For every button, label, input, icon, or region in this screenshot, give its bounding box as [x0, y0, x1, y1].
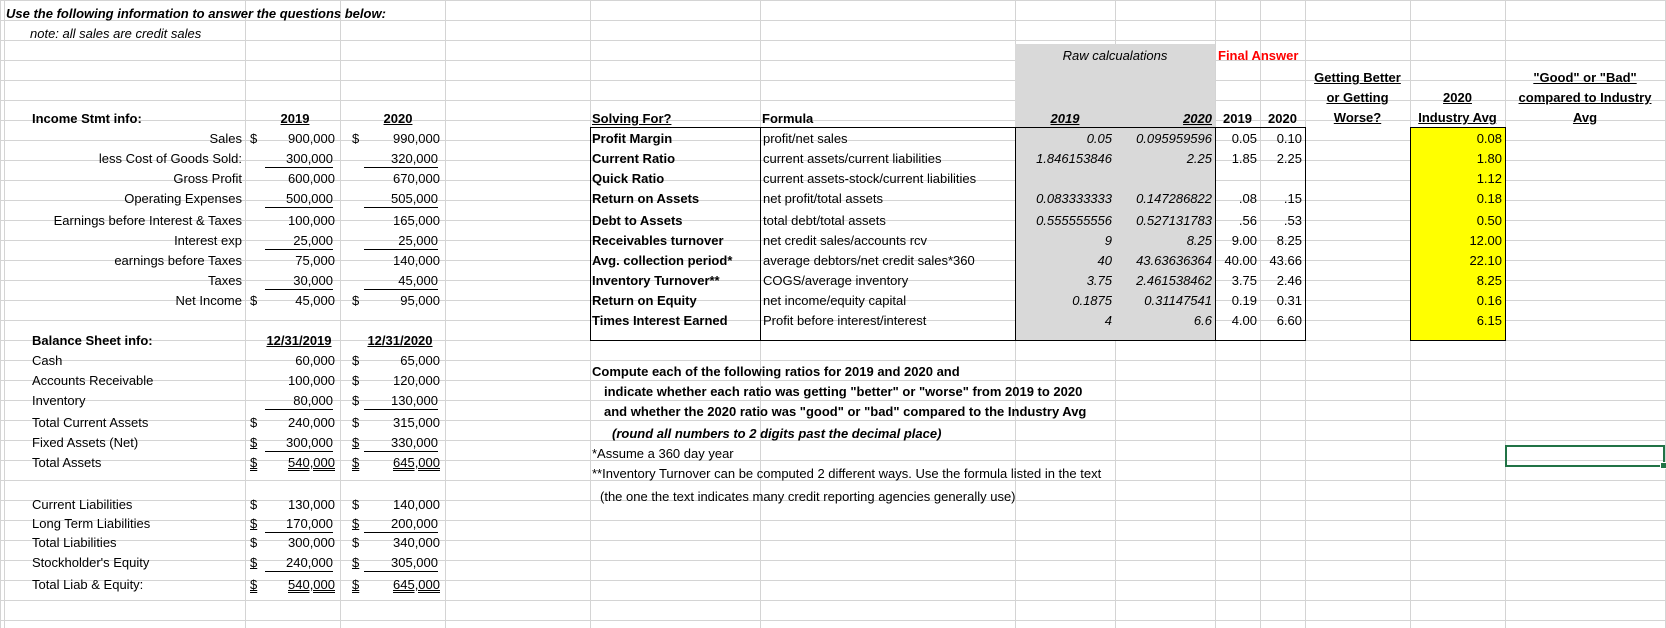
formula-header: Formula	[762, 111, 814, 126]
directions-line-7: (the one the text indicates many credit reporting agencies generally use)	[600, 489, 1016, 504]
final-2019-header: 2019	[1223, 111, 1252, 126]
getting-better-header-3: Worse?	[1333, 110, 1382, 125]
good-bad-header-1: "Good" or "Bad"	[1533, 70, 1637, 85]
raw-2020-header: 2020	[1183, 111, 1212, 126]
balance-date-2019: 12/31/2019	[266, 333, 332, 348]
balance-sheet-header: Balance Sheet info:	[32, 333, 153, 348]
industry-avg-header-2: Industry Avg	[1418, 110, 1497, 125]
instructions-note: note: all sales are credit sales	[30, 26, 202, 41]
directions-line-4: (round all numbers to 2 digits past the decimal place)	[612, 426, 942, 441]
balance-date-2020: 12/31/2020	[367, 333, 433, 348]
final-answer-label: Final Answer	[1218, 48, 1299, 63]
directions-line-6: **Inventory Turnover can be computed 2 different ways. Use the formula listed in the text	[592, 466, 1102, 481]
good-bad-header-3: Avg	[1572, 110, 1598, 125]
directions-line-3: and whether the 2020 ratio was "good" or "bad" compared to the Industry Avg	[604, 404, 1087, 419]
getting-better-header-1: Getting Better	[1314, 70, 1401, 85]
solving-for-header: Solving For?	[592, 111, 672, 126]
active-cell-selection[interactable]	[1505, 445, 1665, 467]
income-stmt-header: Income Stmt info:	[32, 111, 142, 126]
final-2020-header: 2020	[1268, 111, 1297, 126]
industry-avg-header-1: 2020	[1443, 90, 1472, 105]
directions-line-1: Compute each of the following ratios for 2019 and 2020 and	[592, 364, 960, 379]
instructions-title: Use the following information to answer the questions below:	[6, 6, 386, 21]
raw-2019-header: 2019	[1050, 111, 1080, 126]
good-bad-header-2: compared to Industry	[1518, 90, 1652, 105]
spreadsheet-grid[interactable]: Use the following information to answer the questions below: note: all sales are credit sales Income Stmt info: 2019 2020 Sales $ 900,000 $ 990,000 less Cost of Goods Sold: 300,000 320,000 Gross Profit 600,000 670,000 Operating Expenses 500,000 505,000 Earnings before Interest & Taxes 100,000 165,000 Interest exp 25,000 25,000 earnings before Taxes 75,000 140,000 Taxes 30,000 45,000 Net Income $ 45,000 $ 95,000 Balance Sheet info: 12/31/2019 12/31/2020 Cash 60,000 $ 65,000 Accounts Receivable 100,000 $ 120,000 Inventory 80,000 $ 130,000 Total Current Assets $ 240,000 $ 315,000 Fixed Assets (Net) $ 300,000 $ 330,000 Total Assets $ 540,000 $ 645,000 Current Liabilities $ 130,000 $ 140,000 Long Term Liabilities $ 170,000 $ 200,000 Total Liabilities $ 300,000 $ 340,000 Stockholder's Equity $ 240,000 $ 305,000 Total Liab & Equity: $ 540,000 $ 645,000 Raw calcualations Final Answer Getting Better or Getting Worse? 2020 Industry Avg "Good" or "Bad" compared to Industry Avg Solving For? Formula 2019 2020 2019 2020 Profit Margin profit/net sales 0.05 0.095959596 0.05 0.10 0.08 Current Ratio current assets/current liabilities 1.846153846 2.25 1.85 2.25 1.80 Quick Ratio current assets-stock/current liabilities 1.12 Return on Assets net profit/total assets 0.083333333 0.147286822 .08 .15 0.18 Debt to Assets total debt/total assets 0.555555556 0.527131783 .56 .53 0.50 Receivables turnover net credit sales/accounts rcv 9 8.25 9.00 8.25 12.00 Avg. collection period* average debtors/net credit sales*360 40 43.63636364 40.00 43.66 22.10 Inventory Turnover** COGS/average inventory 3.75 2.461538462 3.75 2.46 8.25 Return on Equity net income/equity capital 0.1875 0.31147541 0.19 0.31 0.16 Times Interest Earned Profit before interest/interest 4 6.6 4.00 6.60 6.15 Compute each of the following ratios for 2019 and 2020 and indicate whether each ratio was getting "better" or "worse" from 2019 to 2020 and whether the 2020 ratio was "good" or "bad" compared to the Industry Avg (round all numbers to 2 digits past the decimal place) *Assume a 360 day year **Inventory Turnover can be computed 2 different ways. Use the formula listed in the text (the one the text indicates many credit reporting agencies generally use)	[0, 0, 1666, 628]
directions-line-5: *Assume a 360 day year	[592, 446, 734, 461]
raw-calculations-label: Raw calcualations	[1062, 48, 1168, 63]
directions-line-2: indicate whether each ratio was getting "better" or "worse" from 2019 to 2020	[604, 384, 1083, 399]
getting-better-header-2: or Getting	[1326, 90, 1389, 105]
income-year-2019: 2019	[280, 111, 310, 126]
income-year-2020: 2020	[383, 111, 413, 126]
